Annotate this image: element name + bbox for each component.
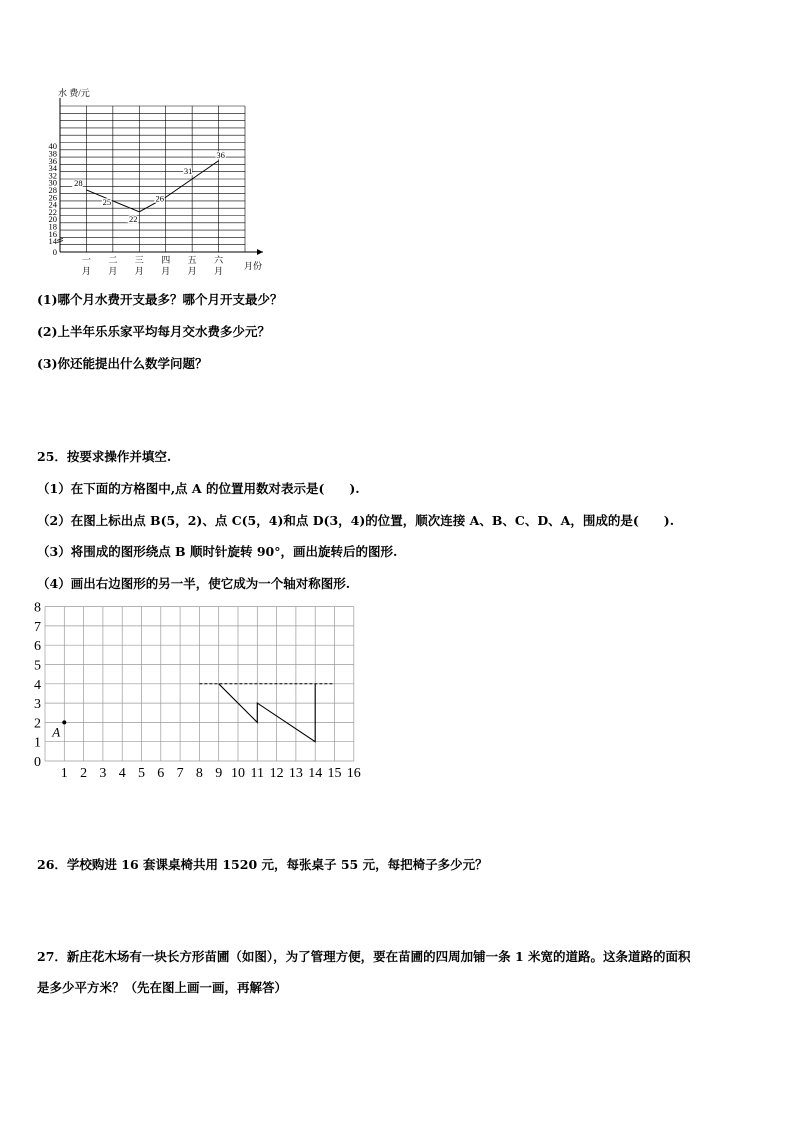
grid-x-tick: 3: [99, 766, 107, 781]
x-tick-label: 月: [81, 266, 91, 276]
point-a-dot: [62, 720, 66, 724]
q24-sub2: (2)上半年乐乐家平均每月交水费多少元？: [37, 324, 271, 339]
y-tick-label: 26: [48, 192, 57, 203]
grid-y-tick: 0: [34, 755, 41, 770]
q27-line1: 27．新庄花木场有一块长方形苗圃（如图），为了管理方便，要在苗圃的四周加铺一条 1 米宽的道路。这条道路的面积: [37, 949, 691, 964]
grid-x-tick: 4: [118, 766, 126, 781]
grid-x-tick: 15: [327, 766, 342, 781]
q27-line2: 是多少平方米？（先在图上画一画，再解答）: [37, 980, 288, 995]
y-tick-label: 16: [48, 228, 57, 239]
chart-grid: [60, 106, 245, 252]
x-tick-label: 月: [187, 266, 197, 276]
data-labels: [74, 150, 225, 224]
grid-x-tick: 13: [288, 766, 303, 781]
half-shape-outline: [219, 684, 316, 742]
grid-x-tick: 12: [269, 766, 284, 781]
water-fee-line-chart: [40, 80, 280, 280]
grid-x-tick: 7: [176, 766, 184, 781]
y-tick-label: 32: [48, 170, 57, 181]
x-tick-label: 二: [108, 255, 118, 265]
q25-sub3: （3）将围成的图形绕点 B 顺时针旋转 90°，画出旋转后的图形.: [37, 544, 398, 559]
grid-y-tick: 3: [34, 697, 41, 713]
x-axis-title: 月份: [244, 261, 263, 271]
grid-x-tick: 9: [215, 766, 223, 781]
x-tick-label: 月: [161, 266, 171, 276]
q25-sub4: （4）画出右边图形的另一半，使它成为一个轴对称图形.: [37, 576, 351, 591]
y-tick-label: 14: [48, 236, 57, 247]
data-label: 25: [102, 196, 112, 207]
grid-y-tick: 6: [34, 639, 41, 655]
y-tick-label: 24: [48, 199, 57, 210]
grid-y-tick: 8: [34, 600, 41, 616]
data-label: 28: [74, 177, 83, 188]
grid-y-tick: 7: [34, 619, 41, 635]
grid-x-tick: 5: [138, 766, 145, 781]
y-tick-label: 38: [48, 148, 57, 159]
x-axis-arrow: [257, 249, 263, 255]
y-axis-title: 水 费/元: [58, 88, 90, 98]
grid-x-tick: 1: [60, 766, 68, 781]
grid-y-tick: 5: [34, 658, 41, 674]
grid-x-tick: 10: [231, 766, 245, 781]
grid-x-tick-labels: [61, 766, 361, 781]
y-tick-label: 28: [48, 184, 57, 195]
x-tick-labels: [82, 255, 224, 276]
data-label: 26: [155, 193, 164, 204]
y-tick-labels: [49, 141, 58, 257]
q25-sub2: （2）在图上标出点 B(5，2)、点 C(5，4)和点 D(3，4)的位置，顺次连接 A、B、C、D、A，围成的是( ).: [37, 513, 675, 528]
y-tick-label: 40: [48, 141, 57, 152]
x-tick-label: 月: [134, 266, 144, 276]
x-tick-label: 月: [214, 266, 224, 276]
grid-x-tick: 8: [195, 766, 203, 781]
y-tick-label: 36: [48, 155, 57, 166]
y-tick-label: 0: [52, 247, 57, 257]
grid-y-tick: 2: [34, 716, 41, 732]
y-tick-label: 30: [48, 177, 57, 188]
y-tick-label: 22: [48, 206, 57, 217]
y-tick-label: 18: [48, 221, 57, 232]
q24-sub1: (1)哪个月水费开支最多？哪个月开支最少？: [37, 292, 283, 307]
chart-axes: [57, 98, 263, 255]
q26-text: 26．学校购进 16 套课桌椅共用 1520 元，每张桌子 55 元，每把椅子多少元？: [37, 857, 488, 872]
x-tick-label: 四: [161, 255, 171, 265]
point-a-label: A: [52, 724, 61, 740]
grid-y-tick: 1: [34, 735, 41, 751]
data-label: 36: [216, 149, 225, 160]
coordinate-grid-figure: [30, 598, 375, 783]
grid-x-tick: 16: [346, 766, 361, 781]
x-tick-label: 五: [187, 255, 197, 265]
grid-x-tick: 2: [80, 766, 88, 781]
x-tick-label: 六: [214, 255, 224, 265]
data-label: 31: [183, 166, 193, 176]
x-tick-label: 一: [81, 255, 91, 265]
grid-x-tick: 11: [250, 766, 265, 781]
y-tick-label: 20: [48, 214, 57, 225]
x-tick-label: 月: [108, 266, 118, 276]
y-tick-label: 34: [48, 163, 57, 174]
x-tick-label: 三: [134, 255, 144, 265]
grid-shapes: [199, 684, 334, 742]
grid-y-tick: 4: [34, 677, 41, 693]
grid-y-tick-labels: [34, 601, 41, 770]
grid-x-tick: 6: [157, 766, 165, 781]
q24-sub3: (3)你还能提出什么数学问题？: [37, 356, 208, 371]
grid-x-tick: 14: [308, 766, 323, 781]
q25-sub1: （1）在下面的方格图中,点 A 的位置用数对表示是( ).: [37, 481, 360, 496]
q25-title: 25．按要求操作并填空.: [37, 449, 172, 464]
data-label: 22: [129, 213, 138, 224]
